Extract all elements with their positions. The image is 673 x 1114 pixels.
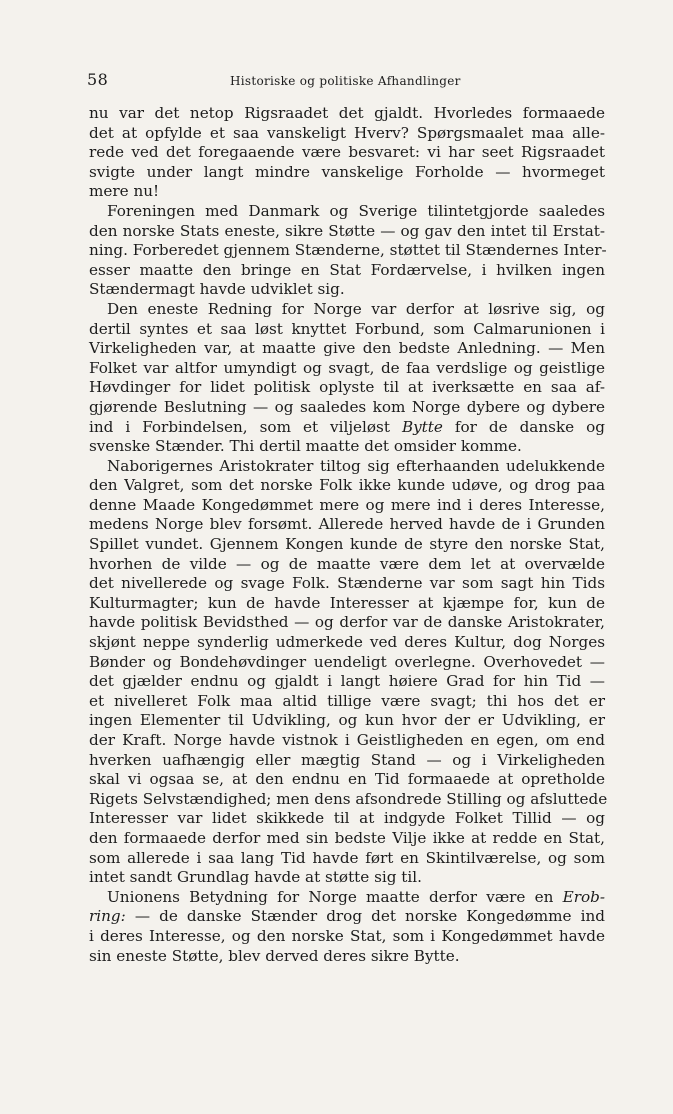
- text-line: Høvdinger for lidet politisk oplyste til at iverksætte en saa af-: [89, 378, 605, 397]
- paragraph-5: [89, 888, 605, 966]
- text-line: mere nu!: [89, 182, 160, 201]
- text-segment: Unionens Betydning for Norge maatte derfor være en: [107, 887, 563, 906]
- text-line: medens Norge blev forsømt. Allerede herved havde de i Grunden: [89, 515, 605, 534]
- italic-word: Bytte: [401, 417, 443, 436]
- text-line: det at opfylde et saa vanskeligt Hverv? Spørgsmaalet maa alle-: [89, 123, 605, 142]
- text-line: Bønder og Bondehøvdinger uendeligt overlegne. Overhovedet —: [89, 652, 605, 671]
- text-line: esser maatte den bringe en Stat Fordærvelse, i hvilken ingen: [89, 260, 605, 279]
- text-line: skal vi ogsaa se, at den endnu en Tid formaaede at opretholde: [89, 770, 605, 789]
- text-line: Foreningen med Danmark og Sverige tilintetgjorde saaledes: [107, 201, 605, 220]
- text-segment: ind i Forbindelsen, som et viljeløst: [89, 417, 402, 436]
- body-text: [89, 104, 608, 966]
- text-line: i deres Interesse, og den norske Stat, som i Kongedømmet havde: [89, 926, 605, 945]
- text-line: ning. Forberedet gjennem Stænderne, støttet til Stændernes Inter-: [89, 241, 607, 260]
- text-line: den formaaede derfor med sin bedste Vilje ikke at redde en Stat,: [89, 828, 605, 847]
- text-segment: for de danske og: [442, 417, 605, 436]
- text-line: hverken uafhængig eller mægtig Stand — og i Virkeligheden: [89, 750, 605, 769]
- text-line: gjørende Beslutning — og saaledes kom Norge dybere og dybere: [89, 397, 605, 416]
- text-line: skjønt neppe synderlig udmerkede ved deres Kultur, dog Norges: [89, 633, 605, 652]
- text-line: intet sandt Grundlag havde at støtte sig til.: [89, 868, 422, 887]
- text-line: ingen Elementer til Udvikling, og kun hvor der er Udvikling, er: [89, 711, 605, 730]
- text-line: Kulturmagter; kun de havde Interesser at kjæmpe for, kun de: [89, 593, 605, 612]
- text-line: [89, 907, 605, 927]
- text-line: det nivellerede og svage Folk. Stænderne var som sagt hin Tids: [89, 574, 605, 593]
- running-header: [87, 70, 607, 92]
- text-line: Rigets Selvstændighed; men dens afsondrede Stilling og afsluttede: [89, 789, 608, 808]
- text-line: [89, 418, 605, 438]
- page-number: 58: [87, 70, 109, 89]
- text-line: den norske Stats eneste, sikre Støtte — og gav den intet til Erstat-: [89, 221, 605, 240]
- text-line: denne Maade Kongedømmet mere og mere ind i deres Interesse,: [89, 495, 605, 514]
- paragraph-2: [89, 202, 605, 300]
- paragraph-4: [89, 456, 608, 888]
- text-line: Interesser var lidet skikkede til at indgyde Folket Tillid — og: [89, 809, 605, 828]
- text-line: Den eneste Redning for Norge var derfor at løsrive sig, og: [107, 299, 605, 318]
- text-line: nu var det netop Rigsraadet det gjaldt. Hvorledes formaaede: [89, 104, 605, 122]
- italic-word: ring:: [89, 907, 126, 926]
- text-line: Spillet vundet. Gjennem Kongen kunde de styre den norske Stat,: [89, 535, 605, 554]
- paragraph-1: [89, 104, 605, 202]
- running-title: Historiske og politiske Afhandlinger: [230, 74, 461, 88]
- text-line: det gjælder endnu og gjaldt i langt høiere Grad for hin Tid —: [89, 672, 605, 691]
- italic-word: Erob-: [562, 887, 605, 906]
- text-line: rede ved det foregaaende være besvaret: vi har seet Rigsraadet: [89, 143, 605, 162]
- text-line: Stændermagt havde udviklet sig.: [89, 280, 345, 299]
- text-line: svenske Stænder. Thi dertil maatte det omsider komme.: [89, 437, 522, 456]
- text-line: der Kraft. Norge havde vistnok i Geistligheden en egen, om end: [89, 731, 605, 749]
- text-line: et nivelleret Folk maa altid tillige være svagt; thi hos det er: [89, 691, 605, 710]
- text-line: den Valgret, som det norske Folk ikke kunde udøve, og drog paa: [89, 476, 605, 495]
- text-line: sin eneste Støtte, blev derved deres sikre Bytte.: [89, 946, 460, 965]
- paragraph-3: [89, 300, 605, 457]
- text-line: dertil syntes et saa løst knyttet Forbund, som Calmarunionen i: [89, 319, 605, 338]
- text-line: [89, 888, 605, 908]
- text-line: Naborigernes Aristokrater tiltog sig efterhaanden udelukkende: [107, 456, 605, 475]
- text-line: Virkeligheden var, at maatte give den bedste Anledning. — Men: [89, 339, 605, 358]
- text-line: hvorhen de vilde — og de maatte være dem let at overvælde: [89, 554, 605, 573]
- text-line: havde politisk Bevidsthed — og derfor var de danske Aristokrater,: [89, 613, 605, 632]
- text-line: som allerede i saa lang Tid havde ført en Skintilværelse, og som: [89, 848, 605, 867]
- text-line: svigte under langt mindre vanskelige Forholde — hvormeget: [89, 162, 605, 181]
- text-segment: — de danske Stænder drog det norske Kongedømme ind: [125, 907, 605, 926]
- text-line: Folket var altfor umyndigt og svagt, de faa verdslige og geistlige: [89, 358, 605, 377]
